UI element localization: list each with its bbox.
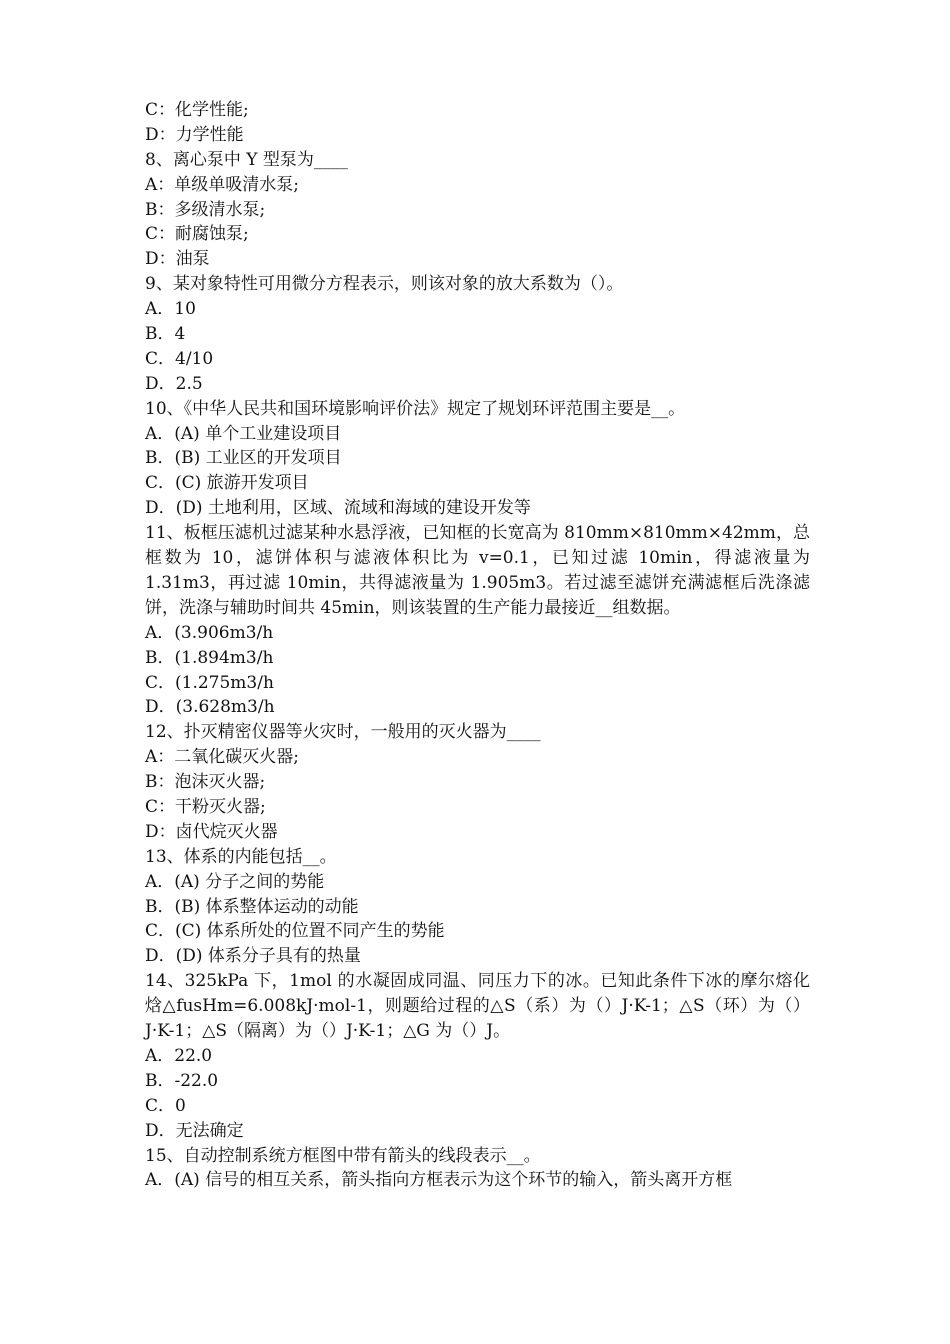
text-line: D：力学性能 bbox=[145, 124, 244, 145]
text-line: B．-22.0 bbox=[145, 1070, 219, 1091]
text-line: C：化学性能; bbox=[145, 100, 249, 120]
text-line: A：单级单吸清水泵; bbox=[145, 174, 300, 195]
text-line: 10、《中华人民共和国环境影响评价法》规定了规划环评范围主要是__。 bbox=[145, 398, 686, 419]
text-line: A．10 bbox=[145, 299, 196, 320]
text-line: B．(B) 工业区的开发项目 bbox=[145, 448, 342, 469]
text-line: A．(3.906m3/h bbox=[145, 622, 274, 643]
text-line: C．(C) 旅游开发项目 bbox=[145, 473, 309, 494]
text-line: C．0 bbox=[145, 1095, 186, 1116]
text-line: D：油泵 bbox=[145, 249, 210, 270]
question-paragraph: 14、325kPa 下，1mol 的水凝固成同温、同压力下的冰。已知此条件下冰的摩尔熔化焓△fusHm=6.008kJ·mol-1，则题给过程的△S（系）为（）J·K-1；△S（环）为（）J·K-1；△S（隔离）为（）J·K-1；△G 为（）J。 bbox=[145, 971, 810, 1042]
text-line: 9、某对象特性可用微分方程表示，则该对象的放大系数为（）。 bbox=[145, 274, 624, 295]
text-line: C．(1.275m3/h bbox=[145, 672, 274, 693]
text-line: B．(1.894m3/h bbox=[145, 647, 274, 668]
text-line: C：干粉灭火器; bbox=[145, 797, 266, 817]
text-line: B．(B) 体系整体运动的动能 bbox=[145, 896, 359, 917]
text-line: A．(A) 分子之间的势能 bbox=[145, 871, 325, 892]
document-body bbox=[145, 98, 810, 1193]
text-line: D：卤代烷灭火器 bbox=[145, 821, 278, 842]
text-line: 12、扑灭精密仪器等火灾时，一般用的灭火器为____ bbox=[145, 722, 541, 743]
text-line: D．(3.628m3/h bbox=[145, 697, 275, 718]
text-line: A．(A) 单个工业建设项目 bbox=[145, 423, 342, 444]
text-line: A．(A) 信号的相互关系，箭头指向方框表示为这个环节的输入，箭头离开方框 bbox=[145, 1170, 733, 1191]
text-line: C．(C) 体系所处的位置不同产生的势能 bbox=[145, 921, 445, 942]
text-line: A．22.0 bbox=[145, 1045, 213, 1066]
text-line: 15、自动控制系统方框图中带有箭头的线段表示__。 bbox=[145, 1145, 541, 1166]
text-line: B：泡沫灭火器; bbox=[145, 772, 266, 793]
text-line: D．(D) 体系分子具有的热量 bbox=[145, 946, 361, 967]
text-line: 13、体系的内能包括__。 bbox=[145, 846, 337, 867]
text-line: D．无法确定 bbox=[145, 1120, 244, 1141]
text-line: D．2.5 bbox=[145, 373, 203, 394]
text-line: B：多级清水泵; bbox=[145, 199, 266, 220]
text-line: 8、离心泵中 Y 型泵为____ bbox=[145, 149, 348, 170]
text-line: D．(D) 土地利用，区域、流域和海域的建设开发等 bbox=[145, 498, 531, 519]
question-paragraph: 11、板框压滤机过滤某种水悬浮液，已知框的长宽高为 810mm×810mm×42mm，总框数为 10，滤饼体积与滤液体积比为 v=0.1，已知过滤 10min，得滤液量为 1.31m3，再过滤 10min，共得滤液量为 1.905m3。若过滤至滤饼充满滤框后洗涤滤饼，洗涤与辅助时间共 45min，则该装置的生产能力最接近__组数据。 bbox=[145, 523, 810, 618]
text-line: A：二氧化碳灭火器; bbox=[145, 747, 300, 768]
text-line: C．4/10 bbox=[145, 348, 214, 369]
text-line: C：耐腐蚀泵; bbox=[145, 224, 249, 245]
text-line: B．4 bbox=[145, 324, 186, 345]
